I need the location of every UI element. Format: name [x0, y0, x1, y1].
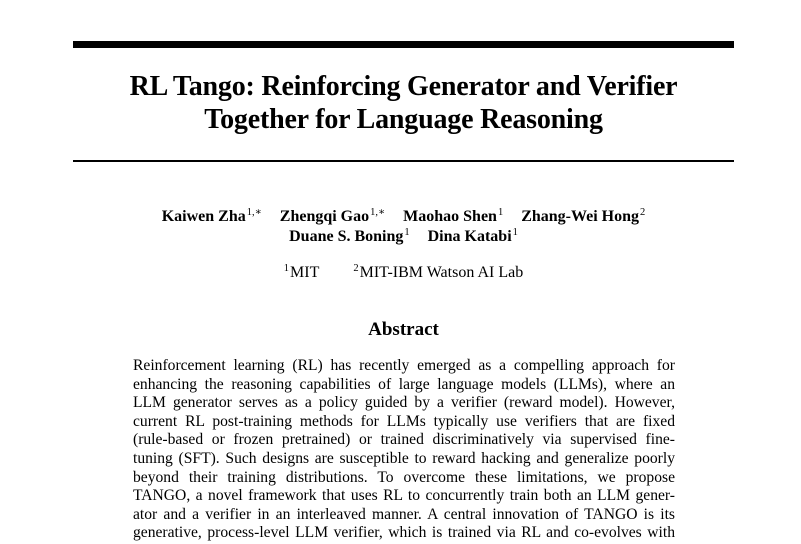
abstract-line: beyond their training distributions. To overcome these limitations, we propose: [133, 468, 675, 486]
paper-title: [73, 70, 734, 136]
author-affiliation-mark: 1: [497, 207, 504, 218]
author: [280, 207, 385, 227]
author: [521, 207, 645, 227]
title-rule: [73, 160, 734, 162]
abstract-line: current RL post-training methods for LLMs typically use verifiers that are fixed: [133, 412, 675, 430]
author-affiliation-mark: 2: [640, 207, 646, 218]
author: [162, 207, 262, 227]
author-name: Zhang-Wei Hong: [521, 208, 639, 225]
abstract-line: tuning (SFT). Such designs are susceptible to reward hacking and generalize poorly: [133, 449, 675, 467]
author: [428, 227, 518, 247]
affiliation-name: MIT-IBM Watson AI Lab: [359, 264, 524, 281]
abstract-body: [133, 357, 675, 543]
author-affiliation-mark: 1,∗: [246, 207, 262, 218]
abstract-line: LLM generator serves as a policy guided by a verifier (reward model). However,: [133, 394, 675, 412]
abstract-line: enhancing the reasoning capabilities of large language models (LLMs), where an: [133, 375, 675, 393]
top-rule: [73, 41, 734, 48]
affiliation-name: MIT: [290, 264, 320, 281]
author-list: [73, 207, 734, 247]
author-affiliation-mark: 1: [512, 227, 518, 238]
author-affiliation-mark: 1,∗: [370, 207, 386, 218]
affiliation-list: [73, 263, 734, 283]
author-name: Maohao Shen: [403, 208, 497, 225]
affiliation: [353, 263, 523, 283]
author-name: Dina Katabi: [427, 228, 512, 245]
author-line: [73, 207, 734, 227]
abstract-line: generative, process-level LLM verifier, which is trained via RL and co-evolves with: [133, 524, 675, 542]
author-line: [73, 227, 734, 247]
affiliation-mark: 1: [283, 263, 290, 274]
title-line: Together for Language Reasoning: [204, 104, 603, 135]
title-line: RL Tango: Reinforcing Generator and Verifier: [129, 71, 678, 102]
abstract-line: (rule-based or frozen pretrained) or trained discriminatively via supervised fine-: [133, 431, 675, 449]
author-affiliation-mark: 1: [404, 227, 410, 238]
affiliation: [284, 263, 320, 283]
abstract-line: ator and a verifier in an interleaved manner. A central innovation of TANGO is its: [133, 505, 675, 523]
abstract-line: TANGO, a novel framework that uses RL to concurrently train both an LLM gener-: [133, 487, 675, 505]
author-name: Kaiwen Zha: [161, 208, 246, 225]
author-name: Zhengqi Gao: [279, 208, 370, 225]
author: [403, 207, 503, 227]
abstract-line: Reinforcement learning (RL) has recently emerged as a compelling approach for: [133, 357, 675, 374]
author-name: Duane S. Boning: [289, 228, 404, 245]
author: [289, 227, 410, 247]
affiliation-mark: 2: [353, 263, 359, 274]
abstract-heading: Abstract: [368, 319, 439, 340]
